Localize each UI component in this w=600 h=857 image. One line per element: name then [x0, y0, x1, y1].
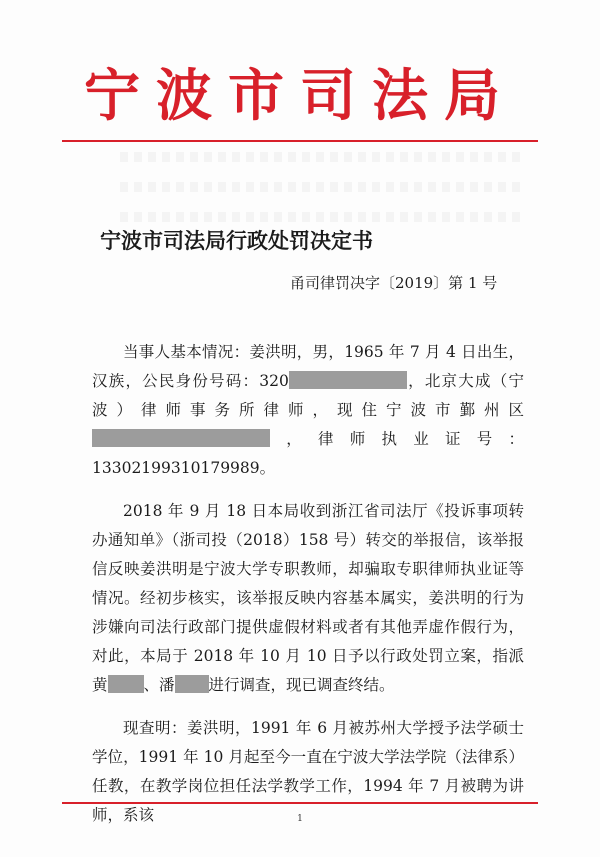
paragraph-case-filing: [92, 497, 524, 700]
redaction-investigator-1: [108, 675, 144, 693]
letterhead-title: 宁波市司法局: [84, 64, 516, 129]
document-number: 甬司律罚决字〔2019〕第 1 号: [290, 274, 498, 292]
paragraph-party-info: [92, 338, 524, 483]
case-filing-text-1: 2018 年 9 月 18 日本局收到浙江省司法厅《投诉事项转办通知单》（浙司投（2018）158 号）转交的举报信，该举报信反映姜洪明是宁波大学专职教师，却骗取专职律师执业证等情况。经初步核实，该举报反映内容基本属实，姜洪明的行为涉嫌向司法行政部门提供虚假材料或者有其他弄虚作假行为，对此，本局于 2018 年 10 月 10 日予以行政处罚立案，指派黄: [92, 502, 524, 694]
party-info-text-3: ，律师执业证号：13302199310179989。: [92, 430, 524, 477]
party-info-text-2: ，北京大成（宁波）律师事务所律师，现住宁波市鄞州区: [92, 372, 524, 419]
case-filing-text-2: 、潘: [143, 676, 175, 694]
page-number: 1: [297, 814, 303, 824]
redaction-investigator-2: [175, 675, 209, 693]
bleed-through-text: [120, 152, 520, 162]
paragraph-findings: 现查明：姜洪明，1991 年 6 月被苏州大学授予法学硕士学位，1991 年 10 月起至今一直在宁波大学法学院（法律系）任教，在教学岗位担任法学教学工作，1994 年 7 月被聘为讲师，系该: [92, 719, 524, 824]
case-filing-text-3: 进行调查，现已调查终结。: [208, 676, 395, 694]
redaction-address: [92, 429, 270, 447]
bleed-through-text: [120, 182, 520, 192]
footer-red-rule: [62, 802, 538, 804]
bleed-through-text: [120, 212, 520, 222]
document-body: [92, 338, 524, 830]
letterhead-red-rule: [62, 140, 538, 142]
document-title: 宁波市司法局行政处罚决定书: [100, 228, 373, 253]
redaction-id-number: [289, 371, 407, 389]
party-info-text-1: 当事人基本情况：姜洪明，男，1965 年 7 月 4 日出生，汉族，公民身份号码：320: [92, 343, 524, 390]
